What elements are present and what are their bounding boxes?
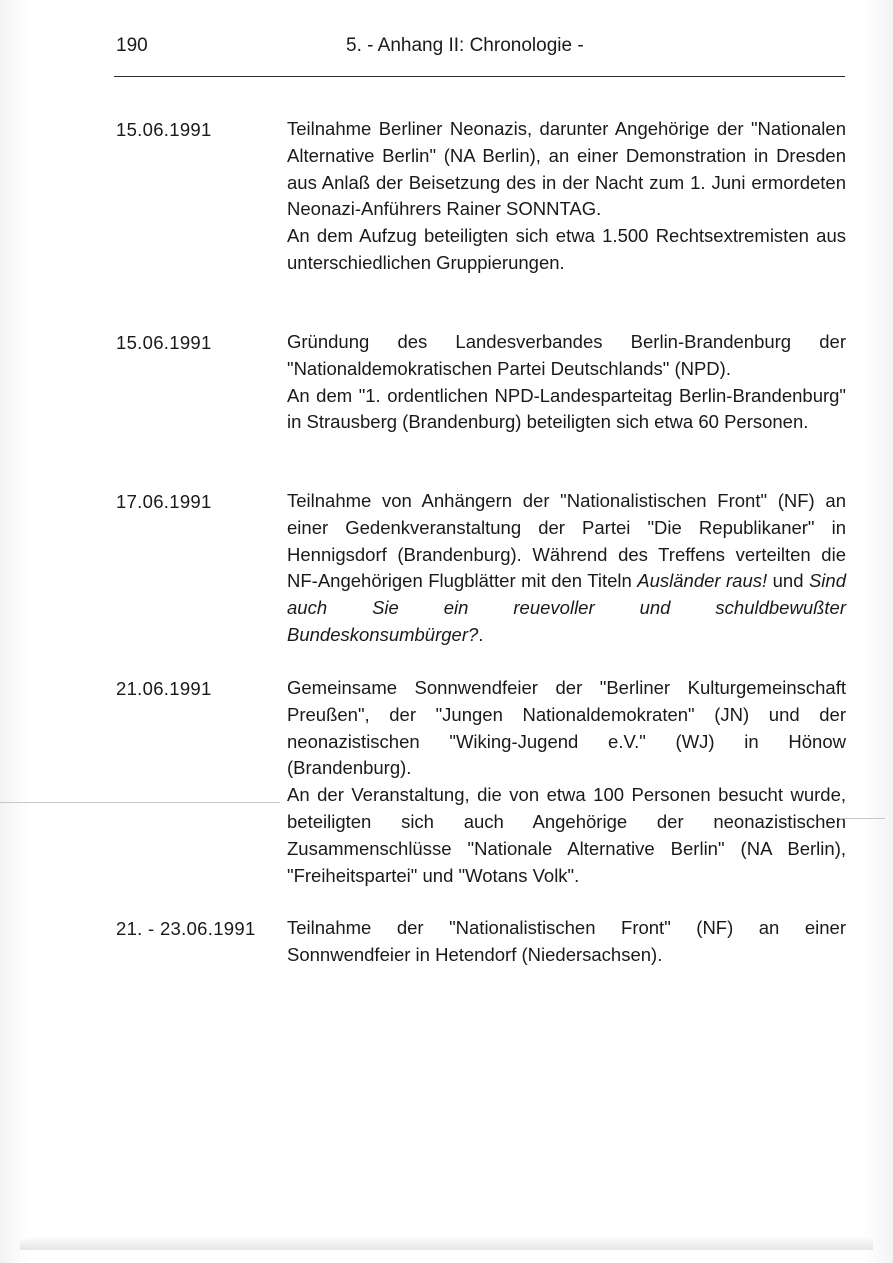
- header-divider: [114, 76, 845, 77]
- entry-date: 21. - 23.06.1991: [116, 918, 256, 939]
- page-header: [116, 35, 846, 61]
- entry-body: [287, 675, 846, 889]
- entry-paragraph: An dem "1. ordentlichen NPD-Landesparteitag Berlin-Brandenburg" in Strausberg (Brandenburg) beteiligten sich etwa 60 Personen.: [287, 384, 846, 433]
- entry-date: 21.06.1991: [116, 678, 212, 699]
- entry-body: [287, 915, 846, 969]
- entry-text: .: [478, 623, 484, 645]
- entry-text: und: [767, 570, 809, 592]
- entry-body: [287, 488, 846, 649]
- entry-date: 15.06.1991: [116, 332, 212, 353]
- entry-body: [287, 116, 846, 277]
- entry-date: 15.06.1991: [116, 119, 212, 140]
- page-number: 190: [116, 35, 148, 56]
- entry-paragraph: [287, 488, 846, 649]
- entry-date: 17.06.1991: [116, 491, 212, 512]
- leaflet-title: Sind auch Sie ein reuevoller und schuldbewußter Bundeskonsumbürger?: [287, 570, 846, 645]
- entry-paragraph: Gründung des Landesverbandes Berlin-Brandenburg der "Nationaldemokratischen Partei Deutschlands" (NPD).: [287, 331, 846, 379]
- entry-body: [287, 329, 846, 436]
- entry-paragraph: An dem Aufzug beteiligten sich etwa 1.500 Rechtsextremisten aus unterschiedlichen Gruppierungen.: [287, 225, 846, 273]
- scan-edge-shadow: [20, 1236, 873, 1250]
- running-title: 5. - Anhang II: Chronologie -: [346, 35, 584, 56]
- entry-text: Teilnahme von Anhängern der "Nationalistischen Front" (NF) an einer Gedenkveranstaltung der Partei "Die Republikaner" in Hennigsdorf (Brandenburg). Während des Treffens verteilten die NF-Angehörigen Flugblätter mit den Titeln: [287, 490, 846, 592]
- entry-paragraph: Teilnahme der "Nationalistischen Front" (NF) an einer Sonnwendfeier in Hetendorf (Niedersachsen).: [287, 917, 846, 965]
- scan-artifact-line: [840, 818, 885, 819]
- entry-paragraph: An der Veranstaltung, die von etwa 100 Personen besucht wurde, beteiligten sich auch Angehörige der neonazistischen Zusammenschlüsse "Nationale Alternative Berlin" (NA Berlin), "Freiheitspartei" und "Wotans Volk".: [287, 784, 846, 886]
- entry-paragraph: Gemeinsame Sonnwendfeier der "Berliner Kulturgemeinschaft Preußen", der "Jungen Nationaldemokraten" (JN) und der neonazistischen "Wiking-Jugend e.V." (WJ) in Hönow (Brandenburg).: [287, 677, 846, 779]
- entry-paragraph: Teilnahme Berliner Neonazis, darunter Angehörige der "Nationalen Alternative Berlin" (NA Berlin), an einer Demonstration in Dresden aus Anlaß der Beisetzung des in der Nacht zum 1. Juni ermordeten Neonazi-Anführers Rainer SONNTAG.: [287, 118, 846, 220]
- scan-artifact-line: [0, 802, 280, 803]
- leaflet-title: Ausländer raus!: [637, 570, 768, 592]
